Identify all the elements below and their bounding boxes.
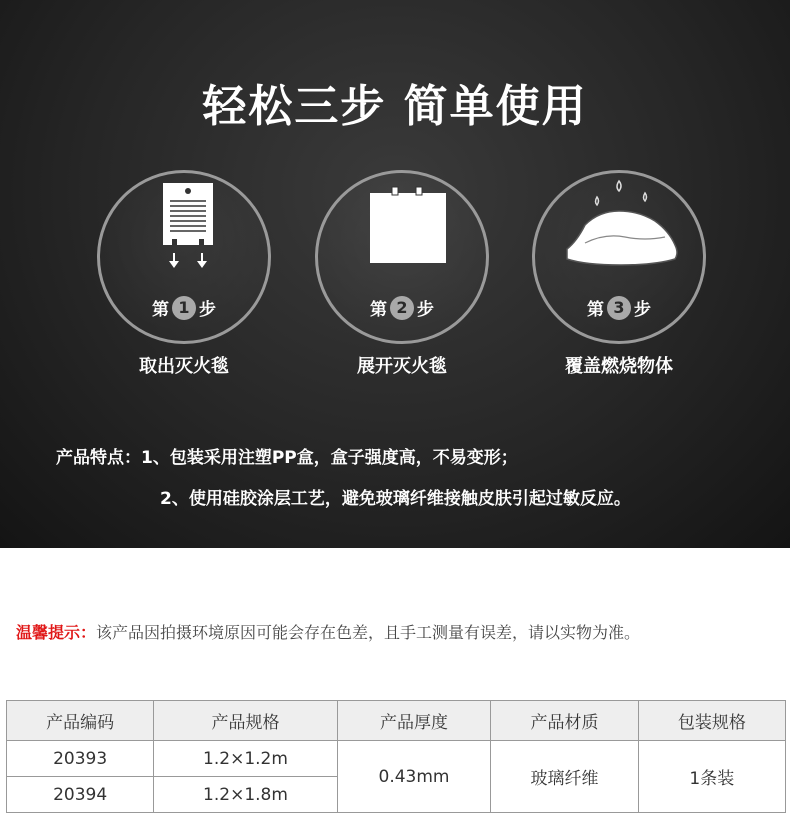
step-3-label <box>535 295 703 320</box>
step-2-number: 2 <box>390 296 414 320</box>
notice-text: 该产品因拍摄环境原因可能会存在色差，且手工测量有误差，请以实物为准。 <box>96 623 641 642</box>
cell-material: 玻璃纤维 <box>491 741 638 813</box>
header-material: 产品材质 <box>491 701 638 741</box>
step-1-caption: 取出灭火毯 <box>139 356 229 377</box>
table-row <box>7 741 786 777</box>
step-3-number: 3 <box>607 296 631 320</box>
step-3-prefix: 第 <box>587 300 604 320</box>
header-code: 产品编码 <box>7 701 154 741</box>
feature-row-1: 产品特点：1、包装采用注塑PP盒，盒子强度高，不易变形； <box>56 448 518 468</box>
table-header-row <box>7 701 786 741</box>
step-3-circle <box>532 170 706 344</box>
header-packaging: 包装规格 <box>638 701 785 741</box>
cell-size: 1.2×1.2m <box>154 741 337 777</box>
step-1-number: 1 <box>172 296 196 320</box>
step-2-caption: 展开灭火毯 <box>357 356 447 377</box>
notice <box>16 620 640 643</box>
step-1-prefix: 第 <box>152 300 169 320</box>
cell-code: 20393 <box>7 741 154 777</box>
product-features <box>56 438 631 520</box>
step-2-circle <box>315 170 489 344</box>
cell-size: 1.2×1.8m <box>154 777 337 813</box>
step-1 <box>91 170 277 378</box>
cell-thickness: 0.43mm <box>337 741 491 813</box>
header-size: 产品规格 <box>154 701 337 741</box>
step-3-suffix: 步 <box>634 300 651 320</box>
header-thickness: 产品厚度 <box>337 701 491 741</box>
step-2-prefix: 第 <box>370 300 387 320</box>
step-1-label <box>100 295 268 320</box>
cell-packaging: 1条装 <box>638 741 785 813</box>
step-1-circle <box>97 170 271 344</box>
feature-row-2: 2、使用硅胶涂层工艺，避免玻璃纤维接触皮肤引起过敏反应。 <box>160 489 631 509</box>
banner-title: 轻松三步 简单使用 <box>202 81 588 132</box>
cell-code: 20394 <box>7 777 154 813</box>
step-3-caption: 覆盖燃烧物体 <box>565 356 673 377</box>
step-2-suffix: 步 <box>417 300 434 320</box>
spec-table <box>6 700 786 813</box>
notice-label: 温馨提示： <box>16 623 97 642</box>
step-1-suffix: 步 <box>199 300 216 320</box>
step-2-label <box>318 295 486 320</box>
step-3 <box>526 170 712 378</box>
step-2 <box>309 170 495 378</box>
